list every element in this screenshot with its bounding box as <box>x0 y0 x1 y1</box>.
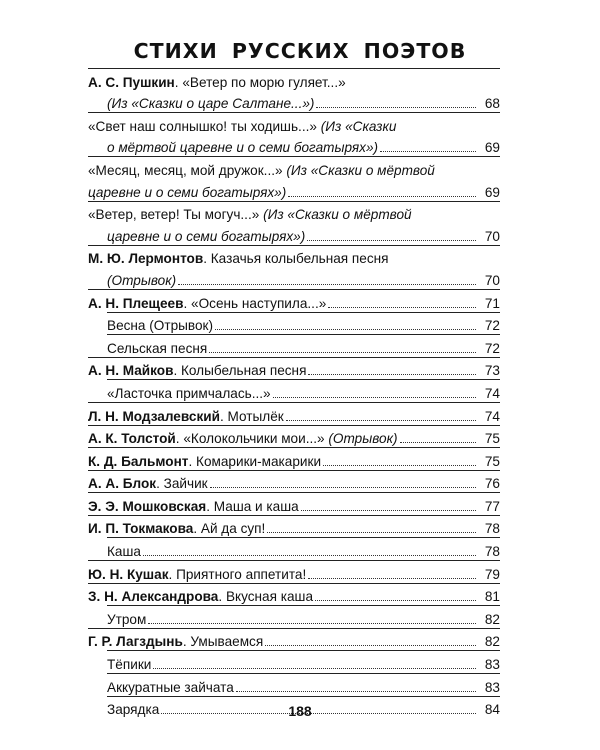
toc-title: Маша и каша <box>213 498 299 514</box>
toc-title: Зайчик <box>163 476 208 492</box>
toc-entry <box>107 312 500 335</box>
toc-page: 70 <box>484 272 500 288</box>
toc-entry <box>88 156 500 179</box>
toc-title: «Свет наш солнышко! ты ходишь...» <box>88 118 317 134</box>
toc-entry-continuation <box>107 91 500 113</box>
toc-page: 77 <box>484 498 500 514</box>
toc-page: 83 <box>484 679 500 695</box>
toc-author: З. Н. Александрова <box>88 589 219 605</box>
leader-dots <box>178 284 476 285</box>
toc-entry-continuation <box>88 179 500 201</box>
toc-title: «Осень наступила...» <box>191 295 327 311</box>
toc-page: 74 <box>484 385 500 401</box>
toc-page: 82 <box>484 634 500 650</box>
toc-author: Л. Н. Модзалевский <box>88 408 220 424</box>
leader-dots <box>328 307 476 308</box>
page-number: 188 <box>288 703 312 719</box>
toc-author: А. С. Пушкин <box>88 74 175 90</box>
toc-title: Сельская песня <box>107 340 208 356</box>
leader-dots <box>215 329 476 330</box>
section-heading: СТИХИ РУССКИХ ПОЭТОВ <box>133 39 467 63</box>
toc-entry: А. С. Пушкин. «Ветер по морю гуляет...» <box>88 68 500 91</box>
toc-entry: Э. Э. Мошковская. Маша и каша 77 <box>88 492 500 515</box>
toc-page: 69 <box>484 184 500 200</box>
leader-dots <box>153 668 476 669</box>
toc-author: Г. Р. Лагздынь <box>88 634 183 650</box>
toc-title: Ай да суп! <box>200 521 266 537</box>
toc-page: 78 <box>484 521 500 537</box>
toc-entry: А. К. Толстой. «Колокольчики мои...» (Отрывок) 75 <box>88 425 500 448</box>
toc-source: (Из «Сказки о мёртвой <box>286 162 435 178</box>
toc-author: К. Д. Бальмонт <box>88 453 189 469</box>
leader-dots <box>307 240 476 241</box>
toc-page: 73 <box>484 363 500 379</box>
toc-page: 82 <box>484 611 500 627</box>
toc-author: А. Н. Плещеев <box>88 295 184 311</box>
toc-source: (Отрывок) <box>107 272 177 288</box>
toc-title: «Колокольчики мои...» <box>183 431 325 447</box>
toc-title: «Ласточка примчалась...» <box>107 385 271 401</box>
toc-title: «Месяц, месяц, мой дружок...» <box>88 162 283 178</box>
toc-entry: А. Н. Плещеев. «Осень наступила...» 71 <box>88 289 500 312</box>
toc-page: 79 <box>484 566 500 582</box>
toc-title: «Ветер, ветер! Ты могуч...» <box>88 207 260 223</box>
toc-entry: И. П. Токмакова. Ай да суп! 78 <box>88 515 500 538</box>
toc-source: (Из «Сказки о царе Салтане...») <box>107 96 315 112</box>
leader-dots <box>323 465 476 466</box>
toc-entry <box>107 650 500 673</box>
leader-dots <box>308 374 476 375</box>
toc-entry-continuation <box>107 135 500 157</box>
toc-page: 84 <box>484 702 500 718</box>
leader-dots <box>308 578 476 579</box>
toc-entry: А. А. Блок. Зайчик 76 <box>88 470 500 493</box>
leader-dots <box>286 420 476 421</box>
toc-entry: А. Н. Майков. Колыбельная песня 73 <box>88 357 500 380</box>
leader-dots <box>273 397 476 398</box>
toc-entry <box>88 201 500 224</box>
toc-author: И. П. Токмакова <box>88 521 194 537</box>
leader-dots <box>380 151 476 152</box>
toc-entry <box>88 112 500 135</box>
toc-page: 75 <box>484 431 500 447</box>
toc-page: 68 <box>484 96 500 112</box>
toc-page: 70 <box>484 228 500 244</box>
toc-author: А. Н. Майков <box>88 363 174 379</box>
toc-page: 72 <box>484 340 500 356</box>
toc-title: Каша <box>107 544 141 560</box>
toc-page: 76 <box>484 476 500 492</box>
toc-entry <box>107 537 500 560</box>
toc-entry <box>107 379 500 402</box>
toc-title: Казачья колыбельная песня <box>210 251 389 267</box>
leader-dots <box>267 532 476 533</box>
leader-dots <box>210 487 476 488</box>
leader-dots <box>209 352 476 353</box>
leader-dots <box>315 600 476 601</box>
leader-dots <box>148 623 476 624</box>
table-of-contents <box>88 68 500 718</box>
leader-dots <box>143 555 476 556</box>
toc-entry: Л. Н. Модзалевский. Мотылёк 74 <box>88 402 500 425</box>
toc-page: 81 <box>484 589 500 605</box>
toc-entry: Ю. Н. Кушак. Приятного аппетита! 79 <box>88 560 500 583</box>
toc-entry: Г. Р. Лагздынь. Умываемся 82 <box>88 628 500 651</box>
leader-dots <box>236 691 476 692</box>
toc-title: Мотылёк <box>227 408 284 424</box>
toc-title: Тёпики <box>107 657 152 673</box>
toc-title: Комарики-макарики <box>196 453 322 469</box>
toc-page: 71 <box>484 295 500 311</box>
toc-source: (Из «Сказки <box>320 118 397 134</box>
toc-title: Приятного аппетита! <box>176 566 307 582</box>
leader-dots <box>400 442 476 443</box>
toc-title: Утром <box>107 611 147 627</box>
toc-source: царевне и о семи богатырях») <box>107 228 306 244</box>
toc-source: царевне и о семи богатырях») <box>88 184 287 200</box>
toc-page: 74 <box>484 408 500 424</box>
leader-dots <box>316 107 476 108</box>
leader-dots <box>265 645 476 646</box>
toc-author: А. К. Толстой <box>88 431 176 447</box>
toc-author: М. Ю. Лермонтов <box>88 251 204 267</box>
toc-entry <box>107 334 500 357</box>
toc-entry: М. Ю. Лермонтов. Казачья колыбельная песня <box>88 245 500 268</box>
toc-entry: З. Н. Александрова. Вкусная каша 81 <box>88 583 500 606</box>
toc-page: 69 <box>484 140 500 156</box>
toc-author: А. А. Блок <box>88 476 157 492</box>
toc-title: Колыбельная песня <box>181 363 307 379</box>
toc-entry: К. Д. Бальмонт. Комарики-макарики 75 <box>88 447 500 470</box>
toc-page: 78 <box>484 544 500 560</box>
toc-title: Умываемся <box>190 634 264 650</box>
toc-page: 72 <box>484 318 500 334</box>
leader-dots <box>301 510 476 511</box>
toc-source: (Из «Сказки о мёртвой <box>263 207 412 223</box>
toc-entry-continuation <box>107 267 500 289</box>
leader-dots <box>288 196 476 197</box>
toc-page: 75 <box>484 453 500 469</box>
toc-title: Аккуратные зайчата <box>107 679 234 695</box>
toc-title: Весна (Отрывок) <box>107 318 214 334</box>
toc-entry-continuation <box>107 223 500 245</box>
toc-title: «Ветер по морю гуляет...» <box>182 74 346 90</box>
toc-source: (Отрывок) <box>328 431 398 447</box>
toc-title: Зарядка <box>107 702 160 718</box>
toc-entry <box>107 673 500 696</box>
toc-title: Вкусная каша <box>225 589 314 605</box>
toc-author: Ю. Н. Кушак <box>88 566 169 582</box>
toc-author: Э. Э. Мошковская <box>88 498 207 514</box>
toc-entry <box>107 605 500 628</box>
toc-source: о мёртвой царевне и о семи богатырях») <box>107 140 379 156</box>
toc-page: 83 <box>484 657 500 673</box>
